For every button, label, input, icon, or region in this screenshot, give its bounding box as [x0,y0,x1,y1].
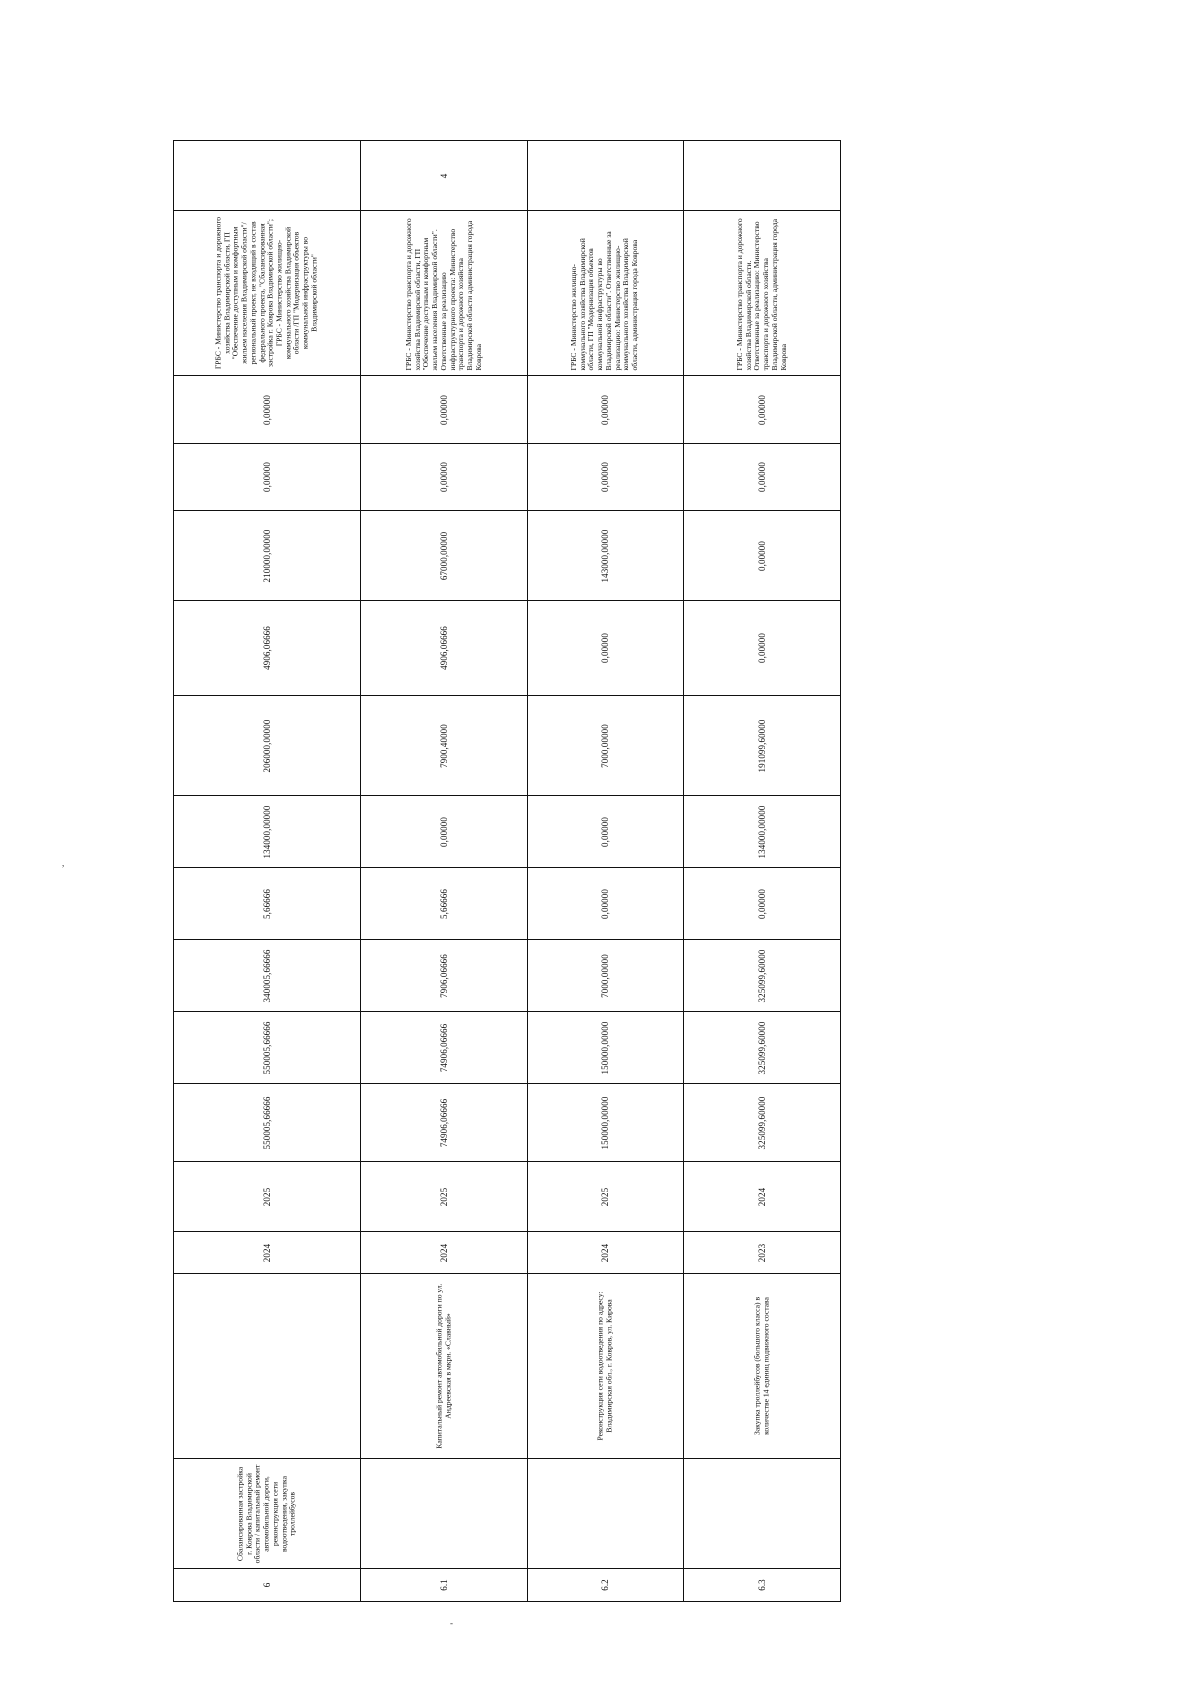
cell-note [684,141,841,211]
band-value-3 [174,940,841,1012]
cell-value: 210000,00000 [174,511,361,601]
cell-value: 0,00000 [360,796,527,868]
cell-note [174,141,361,211]
cell-value: 325099,60000 [684,1012,841,1084]
cell-value: 325099,60000 [684,1084,841,1162]
cell-value: 550005,66666 [174,1012,361,1084]
band-year-start [174,1232,841,1274]
cell-project-name: Сбалансированная застройка г. Коврова Владимирской области / капитальный ремонт автомобильной дороги, реконструкция сети водоотведения, закупка троллейбусов [174,1459,361,1569]
cell-value: 150000,00000 [527,1084,684,1162]
cell-row-id: 6.2 [527,1569,684,1602]
cell-year-end: 2025 [174,1162,361,1232]
cell-value: 7906,06666 [360,940,527,1012]
cell-row-id: 6.3 [684,1569,841,1602]
cell-value: 0,00000 [360,444,527,511]
band-value-9 [174,444,841,511]
cell-value: 74906,06666 [360,1084,527,1162]
band-project-name [174,1459,841,1569]
cell-value: 134000,00000 [174,796,361,868]
cell-grbs: ГРБС - Министерство транспорта и дорожного хозяйства Владимирской области, ГП "Обеспечение доступным и комфортным жильем населения Владимирской области"/региональный проект, не входящий в состав федерального проекта, "Сбалансированная застройка г. Коврова Владимирской области"; ГРБС - Министерство жилищно-коммунального хозяйства Владимирской области /ГП "Модернизация объектов коммунальной инфраструктуры во Владимирской области" [174,211,361,376]
cell-value: 340005,66666 [174,940,361,1012]
funding-table [173,140,841,1602]
cell-value: 325099,60000 [684,940,841,1012]
cell-value: 191099,60000 [684,696,841,796]
band-note [174,141,841,211]
cell-value: 7000,00000 [527,940,684,1012]
band-value-4 [174,868,841,940]
cell-value: 5,66666 [174,868,361,940]
band-value-1 [174,1084,841,1162]
cell-project-name [684,1459,841,1569]
cell-value: 0,00000 [684,444,841,511]
cell-grbs: ГРБС - Министерство транспорта и дорожного хозяйства Владимирской области, ГП "Обеспечение доступным и комфортным жильем населения Владимирской области". Ответственные за реализацию инфраструктурного проекта: Министерство транспорта и дорожного хозяйства Владимирской области администрация города Коврова [360,211,527,376]
cell-value: 0,00000 [527,444,684,511]
cell-value: 0,00000 [527,868,684,940]
cell-year-start: 2024 [360,1232,527,1274]
band-year-end [174,1162,841,1232]
band-grbs [174,211,841,376]
cell-grbs: ГРБС - Министерство транспорта и дорожного хозяйства Владимирской области. Ответственные за реализацию: Министерство транспорта и дорожного хозяйства Владимирской области, администрация города Коврова [684,211,841,376]
cell-object [174,1274,361,1459]
cell-value: 5,66666 [360,868,527,940]
band-value-6 [174,696,841,796]
cell-value: 0,00000 [527,376,684,444]
cell-value: 550005,66666 [174,1084,361,1162]
cell-value: 134000,00000 [684,796,841,868]
cell-row-id: 6 [174,1569,361,1602]
band-object [174,1274,841,1459]
scan-speck: , [62,858,65,868]
band-value-7 [174,601,841,696]
cell-grbs: ГРБС - Министерство жилищно-коммунального хозяйства Владимирской области, ГП "Модернизация объектов коммунальной инфраструктуры во Владимирской области". Ответственные за реализацию: Министерство жилищно-коммунального хозяйства Владимирской области, администрация города Коврова [527,211,684,376]
cell-project-name [527,1459,684,1569]
cell-value: 0,00000 [684,601,841,696]
cell-value: 143000,00000 [527,511,684,601]
cell-note: 4 [360,141,527,211]
band-row-id [174,1569,841,1602]
cell-value: 7900,40000 [360,696,527,796]
band-value-8 [174,511,841,601]
cell-value: 4906,06666 [360,601,527,696]
cell-value: 150000,00000 [527,1012,684,1084]
cell-object: Закупка троллейбусов (большого класса) в количестве 14 единиц подвижного состава [684,1274,841,1459]
cell-value: 0,00000 [174,444,361,511]
cell-note [527,141,684,211]
cell-value: 206000,00000 [174,696,361,796]
cell-value: 0,00000 [684,376,841,444]
cell-year-start: 2024 [174,1232,361,1274]
band-value-2 [174,1012,841,1084]
cell-value: 4906,06666 [174,601,361,696]
cell-year-start: 2024 [527,1232,684,1274]
cell-value: 0,00000 [684,511,841,601]
cell-year-start: 2023 [684,1232,841,1274]
band-value-5 [174,796,841,868]
band-value-10 [174,376,841,444]
cell-row-id: 6.1 [360,1569,527,1602]
cell-value: 0,00000 [360,376,527,444]
cell-object: Реконструкция сети водоотведения по адресу: Владимирская обл., г. Ковров, ул. Кирова [527,1274,684,1459]
cell-object: Капитальный ремонт автомобильной дороги по ул. Андреевская в мкрн. «Славный» [360,1274,527,1459]
cell-value: 0,00000 [174,376,361,444]
cell-value: 0,00000 [527,796,684,868]
scan-speck: - [450,1618,453,1628]
cell-year-end: 2024 [684,1162,841,1232]
cell-value: 0,00000 [527,601,684,696]
cell-project-name [360,1459,527,1569]
cell-value: 67000,00000 [360,511,527,601]
cell-year-end: 2025 [360,1162,527,1232]
cell-value: 0,00000 [684,868,841,940]
cell-value: 74906,06666 [360,1012,527,1084]
cell-year-end: 2025 [527,1162,684,1232]
cell-value: 7000,00000 [527,696,684,796]
